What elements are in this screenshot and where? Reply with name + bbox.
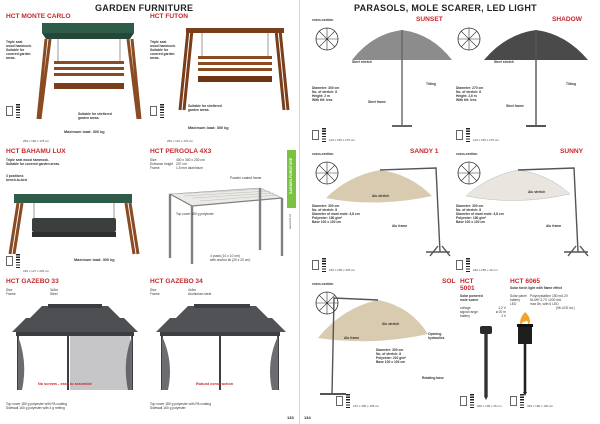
side-web-url: www.hct.cz [288,214,292,230]
barcode-icon [470,394,474,408]
bahamu-desc: Triple seat wood hammock. Suitable for covered garden areas. [6,158,61,167]
futon-title: HCT FUTON [150,13,188,20]
futon-dims: 250 x 121 x 170 cm [167,139,194,143]
gazebo34-cell [148,278,292,418]
sunny-label-frame: Alu frame [546,224,562,228]
gazebo34-title: HCT GAZEBO 34 [150,278,203,285]
sandy-specs: Diameter: 300 cm No. of stretch: 8 Diameter of mast mole: 4,8 cm Polyester: 180 g/m² Base 100 x 100 cm [312,204,360,225]
sandy-label-frame: Alu frame [392,224,408,228]
pergola-cell [150,148,292,278]
sandy-cell [312,148,454,278]
bahamu-cell [0,148,148,278]
sandy-title: SANDY 1 [410,148,439,155]
pergola-title: HCT PERGOLA 4X3 [150,148,212,155]
sunset-dims: 110 x 150 x 270 cm [329,138,355,142]
sol-specs: Diameter: 300 cm No. of stretch: 8 Polyester: 210 g/m² Base 100 x 100 cm [376,348,407,365]
gazebo33-title: HCT GAZEBO 33 [6,278,59,285]
sandy-label-stretch: Alu stretch [372,194,390,198]
shadow-specs: Diameter: 270 cm No. of stretch: 8 Height: 2,6 m With tilt: less [456,86,484,103]
sunny-label-stretch: Alu stretch [528,190,546,194]
gazebo34-foot: Top cover 180 g polyester with PA coating Sidewall 160 g polyester [150,402,211,411]
package-icon [456,260,463,270]
sol-cross-section-label: cross-section [312,282,334,286]
sol-label-stretch: Alu stretch [382,322,400,326]
barcode-icon [160,104,164,118]
package-icon [150,106,157,116]
hct5001-cell [460,278,508,414]
shadow-label-tilting: Tilting [566,82,576,86]
monte-title: HCT MONTE CARLO [6,13,71,20]
pergola-specs: Size 400 x 300 x 230 cm Entrance height 207 cm Frame 1,5 mm aluminium [150,158,205,171]
sandy-cross-section-label: cross-section [312,152,334,156]
shadow-title: SHADOW [552,16,583,23]
hct6065-cell [510,278,592,414]
barcode-icon [16,254,20,268]
hct6065-dims: 325 x 100 x 100 cm [527,404,554,408]
package-icon [312,260,319,270]
sunny-cell [456,148,592,278]
torch-light-image [514,312,536,396]
futon-maxload: Maximum load: 300 kg [188,126,229,130]
right-header: PARASOLS, MOLE SCARER, LED LIGHT [354,3,537,13]
package-icon [6,106,13,116]
sunset-label-tilting: Tilting [426,82,436,86]
bahamu-positions: 3 positions bench-to-bed [6,174,27,183]
gazebo33-foot: Top cover 180 g polyester with PA coating Sidewall 160 g polyester with 4 g netting [6,402,67,411]
hct5001-specs: voltage 1,2 V signal range ø 20 m battery 2 h [460,306,506,319]
sunny-specs: Diameter: 300 cm No. of stretch: 8 Diameter of mast mole: 4,8 cm Polyester: 180 g/m² Base 100 x 100 cm [456,204,504,225]
futon-desc: Triple seat wood hammock. Suitable for covered garden areas. [150,40,176,61]
shadow-label-stretch: Steel stretch [494,60,514,64]
garden-furniture-side-tab: GARDEN FURNITURE [287,150,296,208]
sunset-parasol-image [352,26,452,130]
futon-suit: Suitable for sheltered garden areas. [188,104,222,113]
shadow-cell [456,14,592,148]
package-icon [312,130,319,140]
sol-label-hydraulics: Opening hydraulics [428,332,445,341]
hct5001-desc: Solar powered mole scarer [460,294,483,303]
sunset-label-stretch: Steel stretch [352,60,372,64]
barcode-icon [322,258,326,272]
sunset-label-frame: Steel frame [368,100,386,104]
sunny-title: SUNNY [560,148,584,155]
sol-dims: 270 x 405 x 105 cm [353,404,380,408]
barcode-icon [466,128,470,142]
gazebo33-specs: Size 3x3m Frame Steel [6,288,59,297]
page-number-left: 133 [287,415,294,420]
shadow-parasol-image [484,26,588,130]
left-header: GARDEN FURNITURE [95,3,194,13]
cross-section-icon [314,26,340,52]
sol-cell [312,278,460,414]
barcode-icon [466,258,470,272]
barcode-icon [322,128,326,142]
bahamu-maxload: Maximum load: 300 kg [74,258,115,262]
package-icon [336,396,343,406]
sol-label-frame: Alu frame [344,336,360,340]
sunset-cell [312,14,454,148]
gazebo33-note: No screws - easy to assemble [38,382,92,386]
barcode-icon [16,104,20,118]
mole-scarer-image [476,326,496,400]
package-icon [510,396,517,406]
monte-maxload: Maximum load: 300 kg [64,130,105,134]
barcode-icon [520,394,524,408]
package-icon [6,256,13,266]
sandy-dims: 150 x 205 x 225 cm [329,268,356,272]
package-icon [460,396,467,406]
hct6065-title: HCT 6065 [510,278,541,285]
sol-label-rotating: Rotating base [422,376,444,380]
sunset-title: SUNSET [416,16,443,23]
page-number-right: 134 [304,415,311,420]
pergola-posts: 4 posts (10 x 10 cm) with anchor kit (20 x 20 cm) [210,254,251,263]
sol-title: SOL [442,278,456,285]
bahamu-swing-image [8,192,140,258]
pergola-cover: Top cover 180 g polyester [176,212,214,216]
gazebo33-image [8,304,142,394]
gazebo34-image [152,304,288,394]
hct5001-dims: 300 x 100 x 25 cm [477,404,502,408]
hct5001-title: HCT 5001 [460,278,475,292]
pergola-frame-label: Powder coated frame [230,176,262,180]
cross-section-icon [456,26,482,52]
right-page [300,0,600,424]
sunny-dims: 220 x 255 x 10 cm [473,268,498,272]
gazebo33-cell [0,278,148,418]
package-icon [456,130,463,140]
hct6065-flame-note: (96 LED tot.) [556,306,575,310]
monte-carlo-cell [0,0,150,148]
gazebo34-note: Robust construction [196,382,234,386]
hct6065-specs: Solar panel Polycrystalline 150 mA 2V battery Ni-MH 3,7V 1200 mA LED max 8h, with 6 LED [510,294,569,307]
futon-swing-image [180,26,290,116]
monte-suit: Suitable for sheltered garden areas. [78,112,112,121]
sunset-cross-section-label: cross-section [312,18,334,22]
hct6065-desc: Solar torch light with flame effect [510,286,563,290]
shadow-label-frame: Steel frame [506,104,524,108]
sunset-specs: Diameter: 300 cm No. of stretch: 8 Height: 2 m With tilt: less [312,86,340,103]
barcode-icon [346,394,350,408]
sunny-cross-section-label: cross-section [456,152,478,156]
futon-cell [150,0,292,148]
shadow-dims: 110 x 150 x 270 cm [473,138,499,142]
bahamu-title: HCT BAHAMU LUX [6,148,66,155]
gazebo34-specs: Size 4x3m Frame Aluminium steel [150,288,212,297]
monte-dims: 259 x 150 x 178 cm [23,139,50,143]
bahamu-dims: 220 x 127 x 220 cm [23,269,50,273]
monte-desc: Triple seat wood hammock. Suitable for covered garden areas. [6,40,32,61]
